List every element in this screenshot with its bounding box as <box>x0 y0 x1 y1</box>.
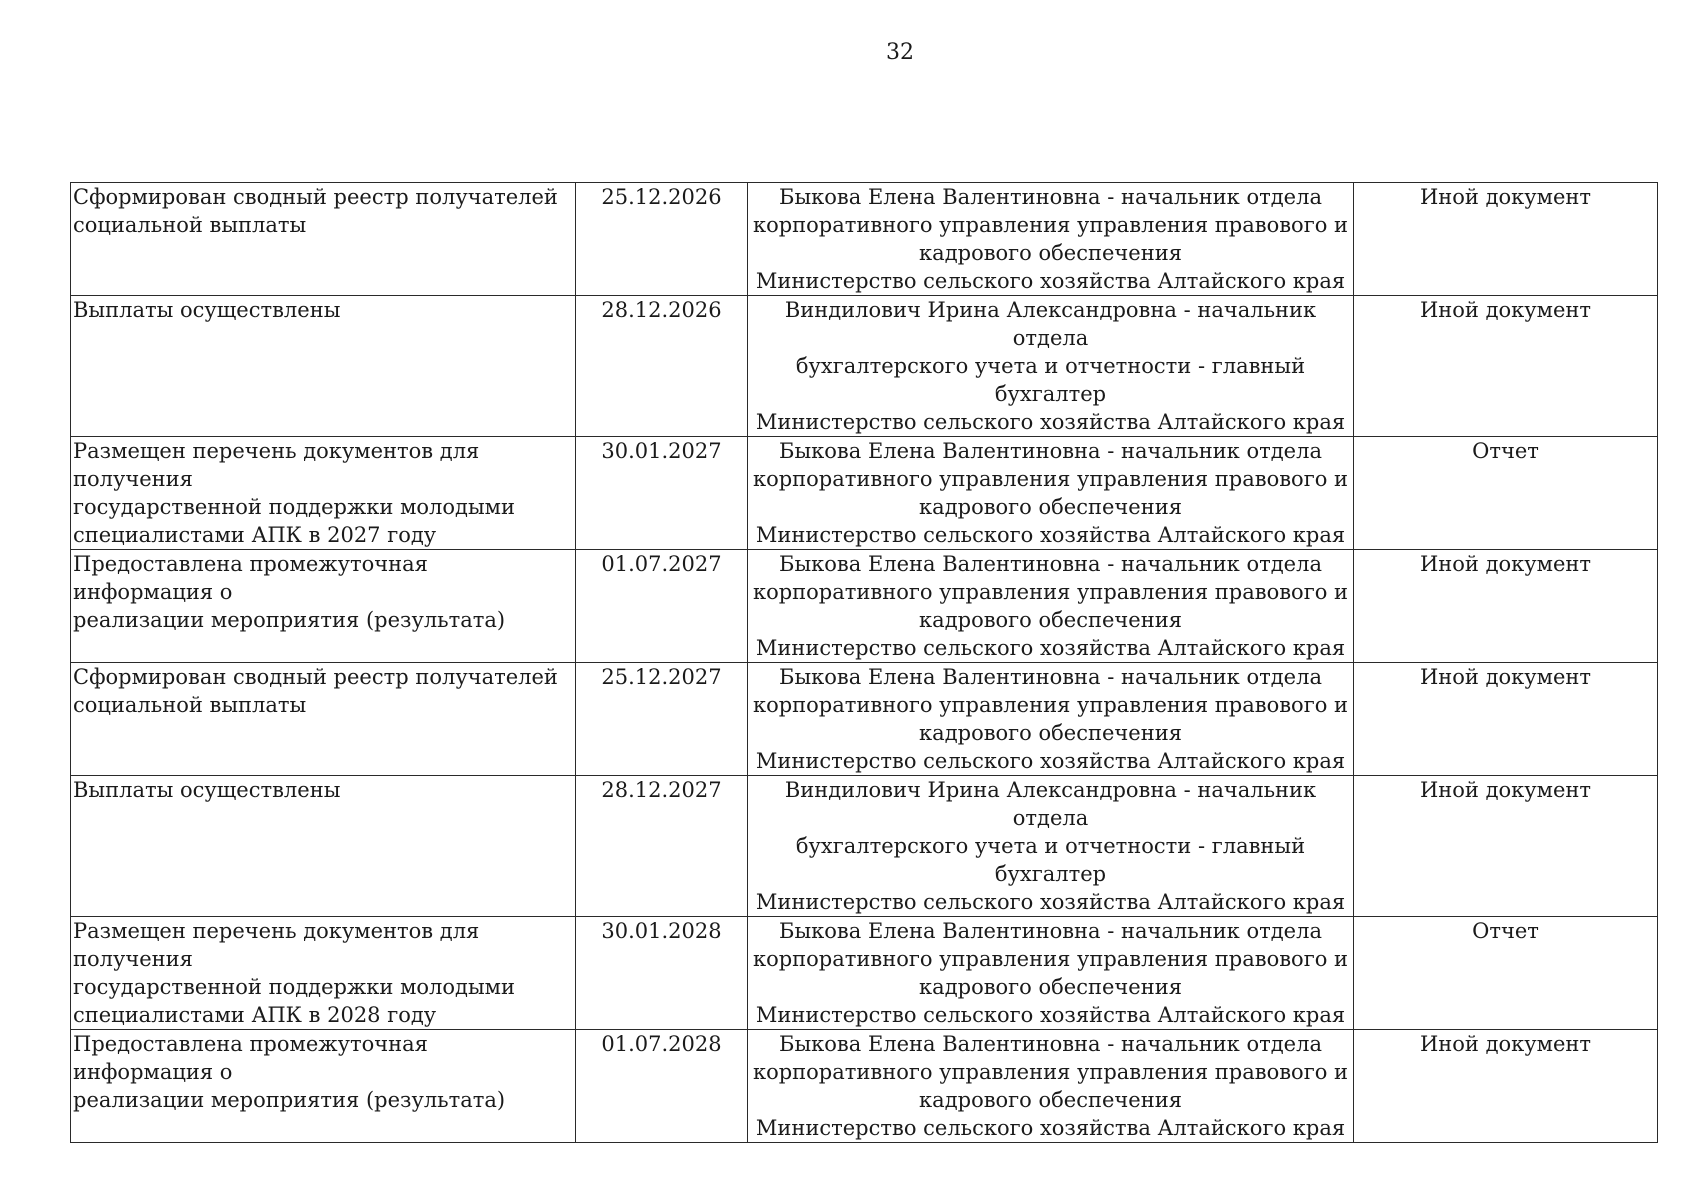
event-cell-line: Выплаты осуществлены <box>73 778 341 802</box>
event-cell <box>71 917 576 1030</box>
table-row <box>71 776 1658 917</box>
event-cell-line: Сформирован сводный реестр получателей <box>73 185 558 209</box>
event-cell <box>71 663 576 776</box>
document-type-cell: Иной документ <box>1354 776 1658 917</box>
responsible-cell-line: Виндилович Ирина Александровна - начальник отдела <box>784 778 1317 830</box>
responsible-cell <box>748 437 1354 550</box>
responsible-cell-line: Быкова Елена Валентиновна - начальник отдела <box>779 552 1322 576</box>
responsible-cell <box>748 550 1354 663</box>
event-cell-line: государственной поддержки молодыми <box>73 495 516 519</box>
responsible-cell <box>748 776 1354 917</box>
responsible-cell-line: Быкова Елена Валентиновна - начальник отдела <box>779 439 1322 463</box>
responsible-cell-line: корпоративного управления управления правового и <box>752 693 1349 717</box>
responsible-cell-line: Министерство сельского хозяйства Алтайского края <box>755 636 1346 660</box>
table-row <box>71 183 1658 296</box>
responsible-cell-line: Быкова Елена Валентиновна - начальник отдела <box>779 919 1322 943</box>
event-cell <box>71 1030 576 1143</box>
event-cell-line: социальной выплаты <box>73 213 307 237</box>
responsible-cell-line: Министерство сельского хозяйства Алтайского края <box>755 523 1346 547</box>
responsible-cell-line: Министерство сельского хозяйства Алтайского края <box>755 269 1346 293</box>
date-cell: 01.07.2028 <box>576 1030 748 1143</box>
responsible-cell-line: Виндилович Ирина Александровна - начальник отдела <box>784 298 1317 350</box>
event-cell <box>71 183 576 296</box>
event-cell-line: Предоставлена промежуточная информация о <box>73 552 428 604</box>
responsible-cell-line: корпоративного управления управления правового и <box>752 213 1349 237</box>
responsible-cell-line: кадрового обеспечения <box>919 975 1182 999</box>
table-row <box>71 437 1658 550</box>
document-type-cell: Отчет <box>1354 917 1658 1030</box>
responsible-cell-line: Министерство сельского хозяйства Алтайского края <box>755 1116 1346 1140</box>
date-cell: 01.07.2027 <box>576 550 748 663</box>
date-cell: 25.12.2027 <box>576 663 748 776</box>
table-body <box>71 183 1658 1143</box>
table-row <box>71 1030 1658 1143</box>
document-type-cell: Иной документ <box>1354 296 1658 437</box>
schedule-table <box>70 182 1658 1143</box>
document-type-cell: Иной документ <box>1354 663 1658 776</box>
responsible-cell <box>748 296 1354 437</box>
event-cell <box>71 296 576 437</box>
event-cell-line: Размещен перечень документов для получения <box>73 919 480 971</box>
responsible-cell-line: кадрового обеспечения <box>919 495 1182 519</box>
responsible-cell-line: Быкова Елена Валентиновна - начальник отдела <box>779 185 1322 209</box>
date-cell: 30.01.2027 <box>576 437 748 550</box>
document-type-cell: Отчет <box>1354 437 1658 550</box>
event-cell-line: социальной выплаты <box>73 693 307 717</box>
event-cell-line: Выплаты осуществлены <box>73 298 341 322</box>
responsible-cell-line: кадрового обеспечения <box>919 608 1182 632</box>
responsible-cell <box>748 1030 1354 1143</box>
responsible-cell-line: корпоративного управления управления правового и <box>752 467 1349 491</box>
responsible-cell-line: корпоративного управления управления правового и <box>752 947 1349 971</box>
responsible-cell-line: кадрового обеспечения <box>919 721 1182 745</box>
event-cell <box>71 437 576 550</box>
responsible-cell <box>748 917 1354 1030</box>
responsible-cell-line: Быкова Елена Валентиновна - начальник отдела <box>779 1032 1322 1056</box>
table-row <box>71 917 1658 1030</box>
table-row <box>71 663 1658 776</box>
event-cell <box>71 776 576 917</box>
event-cell-line: государственной поддержки молодыми <box>73 975 516 999</box>
responsible-cell-line: Быкова Елена Валентиновна - начальник отдела <box>779 665 1322 689</box>
document-type-cell: Иной документ <box>1354 183 1658 296</box>
document-type-cell: Иной документ <box>1354 1030 1658 1143</box>
date-cell: 25.12.2026 <box>576 183 748 296</box>
responsible-cell-line: корпоративного управления управления правового и <box>752 580 1349 604</box>
responsible-cell-line: бухгалтерского учета и отчетности - главный бухгалтер <box>795 354 1306 406</box>
date-cell: 28.12.2027 <box>576 776 748 917</box>
responsible-cell-line: Министерство сельского хозяйства Алтайского края <box>755 890 1346 914</box>
responsible-cell-line: кадрового обеспечения <box>919 241 1182 265</box>
event-cell-line: Размещен перечень документов для получения <box>73 439 480 491</box>
document-type-cell: Иной документ <box>1354 550 1658 663</box>
page-number: 32 <box>886 40 914 65</box>
responsible-cell <box>748 663 1354 776</box>
responsible-cell-line: Министерство сельского хозяйства Алтайского края <box>755 410 1346 434</box>
responsible-cell-line: кадрового обеспечения <box>919 1088 1182 1112</box>
responsible-cell-line: Министерство сельского хозяйства Алтайского края <box>755 749 1346 773</box>
event-cell-line: Предоставлена промежуточная информация о <box>73 1032 428 1084</box>
event-cell-line: реализации мероприятия (результата) <box>73 1088 506 1112</box>
responsible-cell <box>748 183 1354 296</box>
event-cell <box>71 550 576 663</box>
table-row <box>71 296 1658 437</box>
event-cell-line: специалистами АПК в 2027 году <box>73 523 437 547</box>
event-cell-line: специалистами АПК в 2028 году <box>73 1003 437 1027</box>
date-cell: 28.12.2026 <box>576 296 748 437</box>
responsible-cell-line: корпоративного управления управления правового и <box>752 1060 1349 1084</box>
table-row <box>71 550 1658 663</box>
responsible-cell-line: Министерство сельского хозяйства Алтайского края <box>755 1003 1346 1027</box>
responsible-cell-line: бухгалтерского учета и отчетности - главный бухгалтер <box>795 834 1306 886</box>
date-cell: 30.01.2028 <box>576 917 748 1030</box>
event-cell-line: реализации мероприятия (результата) <box>73 608 506 632</box>
event-cell-line: Сформирован сводный реестр получателей <box>73 665 558 689</box>
